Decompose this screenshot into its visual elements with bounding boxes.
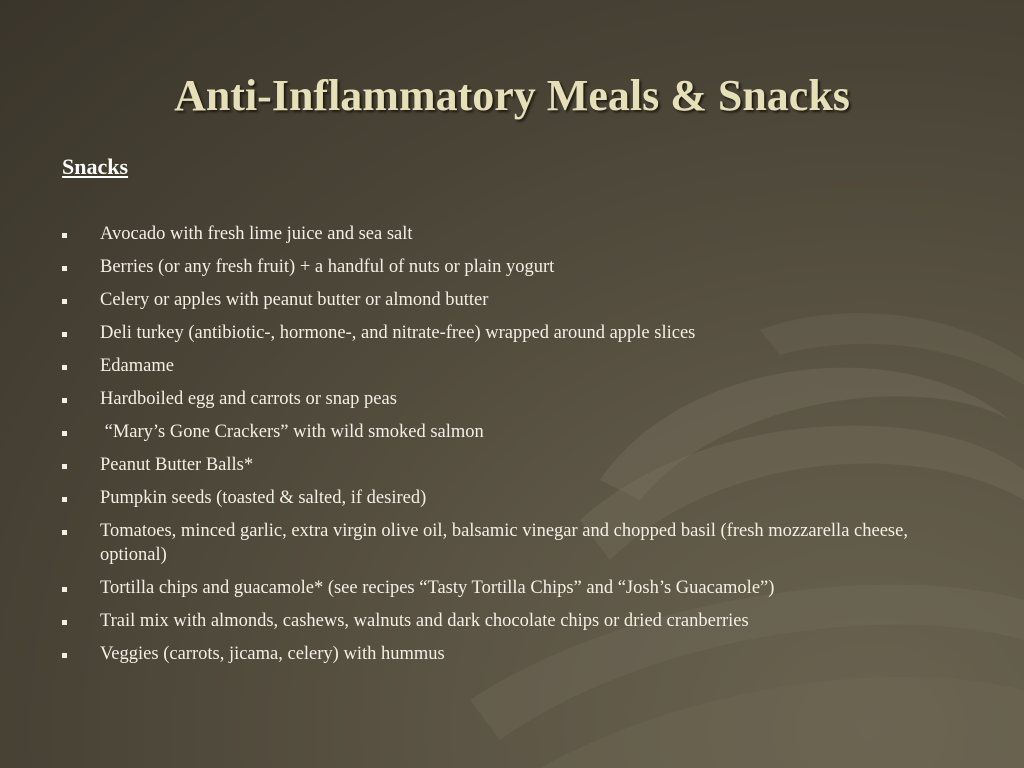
list-item (62, 321, 922, 345)
list-item-text: Edamame (100, 356, 174, 376)
list-item (62, 222, 922, 246)
square-bullet-icon (62, 398, 67, 403)
square-bullet-icon (62, 332, 67, 337)
list-item (62, 519, 922, 567)
list-item (62, 288, 922, 312)
list-item-text: Veggies (carrots, jicama, celery) with hummus (100, 644, 445, 664)
list-item-text: Deli turkey (antibiotic-, hormone-, and nitrate-free) wrapped around apple slices (100, 323, 696, 343)
snack-list (62, 222, 922, 675)
list-item-text: Tortilla chips and guacamole* (see recipes “Tasty Tortilla Chips” and “Josh’s Guacamole”) (100, 578, 775, 598)
list-item-text: Tomatoes, minced garlic, extra virgin olive oil, balsamic vinegar and chopped basil (fresh mozzarella cheese, optional) (100, 521, 908, 565)
square-bullet-icon (62, 431, 67, 436)
list-item-text: “Mary’s Gone Crackers” with wild smoked salmon (100, 422, 484, 442)
list-item (62, 609, 922, 633)
list-item-text: Pumpkin seeds (toasted & salted, if desired) (100, 488, 427, 508)
list-item (62, 354, 922, 378)
list-item-text: Hardboiled egg and carrots or snap peas (100, 389, 397, 409)
list-item (62, 420, 922, 444)
square-bullet-icon (62, 266, 67, 271)
list-item (62, 453, 922, 477)
square-bullet-icon (62, 587, 67, 592)
square-bullet-icon (62, 464, 67, 469)
square-bullet-icon (62, 233, 67, 238)
list-item (62, 576, 922, 600)
list-item-text: Peanut Butter Balls* (100, 455, 254, 475)
square-bullet-icon (62, 299, 67, 304)
page-title: Anti-Inflammatory Meals & Snacks (174, 71, 850, 120)
list-item (62, 255, 922, 279)
list-item-text: Trail mix with almonds, cashews, walnuts and dark chocolate chips or dried cranberries (100, 611, 749, 631)
list-item (62, 642, 922, 666)
list-item (62, 387, 922, 411)
list-item-text: Berries (or any fresh fruit) + a handful of nuts or plain yogurt (100, 257, 555, 277)
square-bullet-icon (62, 530, 67, 535)
square-bullet-icon (62, 653, 67, 658)
section-heading-snacks: Snacks (62, 154, 129, 179)
square-bullet-icon (62, 497, 67, 502)
list-item-text: Avocado with fresh lime juice and sea salt (100, 224, 413, 244)
square-bullet-icon (62, 365, 67, 370)
square-bullet-icon (62, 620, 67, 625)
list-item-text: Celery or apples with peanut butter or almond butter (100, 290, 489, 310)
list-item (62, 486, 922, 510)
